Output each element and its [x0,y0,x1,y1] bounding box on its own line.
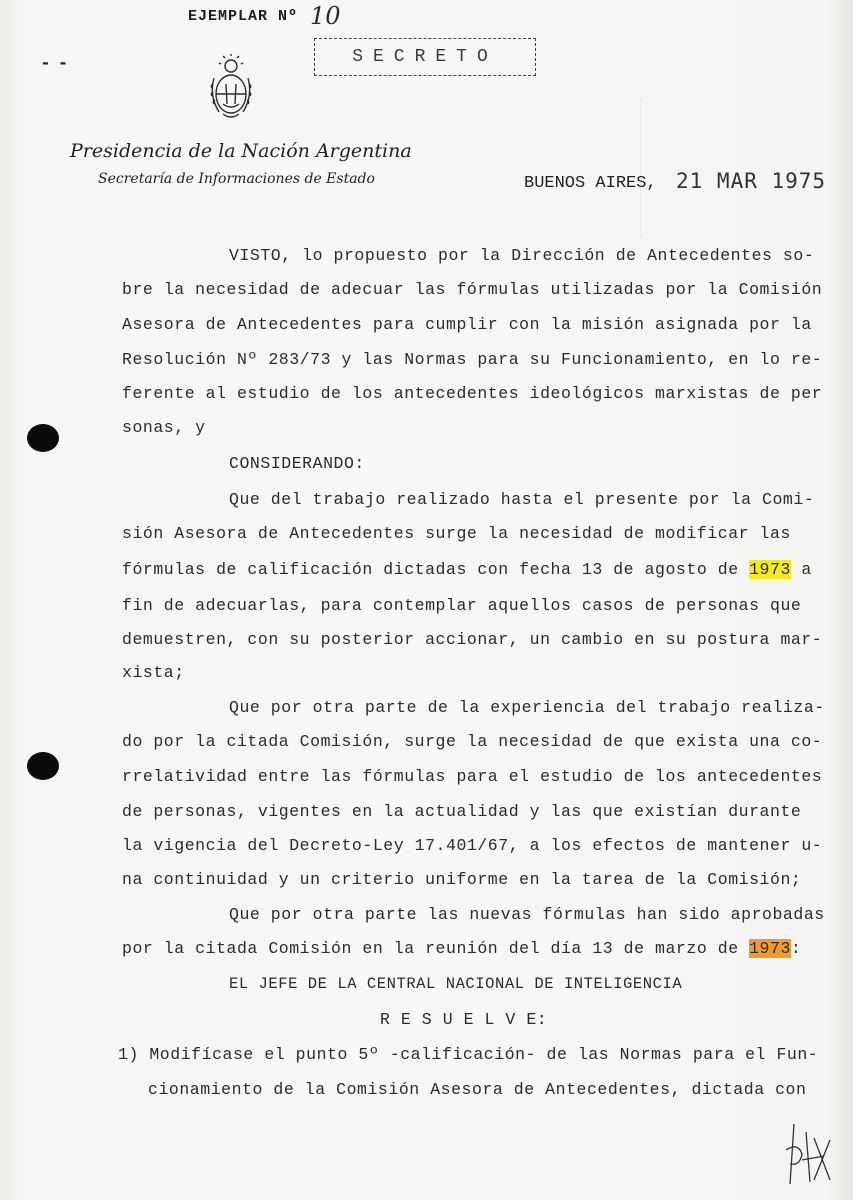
line-text: : [790,939,802,958]
secretariat-title: Secretaría de Informaciones de Estado [98,171,375,187]
ejemplar-number: 10 [310,2,341,30]
body-line: Que por otra parte las nuevas fórmulas han sido aprobadas [229,905,825,924]
body-line: fin de adecuarlas, para contemplar aquellos casos de personas que [122,596,802,615]
dash-mark: - - [40,54,67,74]
highlighted-year: 1973 [749,939,791,958]
body-line: la vigencia del Decreto-Ley 17.401/67, a los efectos de mantener u- [122,836,823,855]
authority-heading: EL JEFE DE LA CENTRAL NACIONAL DE INTELIGENCIA [229,975,683,993]
institution-title: Presidencia de la Nación Argentina [70,140,412,162]
body-line: Que por otra parte de la experiencia del trabajo realiza- [229,698,825,717]
place-text: BUENOS AIRES, [524,174,657,193]
body-line: na continuidad y un criterio uniforme en la tarea de la Comisión; [122,870,802,889]
body-line: xista; [122,663,185,682]
line-text: fórmulas de calificación dictadas con fecha 13 de agosto de [122,560,750,579]
body-line: ferente al estudio de los antecedentes ideológicos marxistas de per [122,384,823,403]
section-heading: CONSIDERANDO: [229,454,365,473]
date-stamp: 21 MAR 1975 [676,169,827,193]
body-line: cionamiento de la Comisión Asesora de Antecedentes, dictada con [148,1080,807,1099]
body-line: do por la citada Comisión, surge la necesidad de que exista una co- [122,732,823,751]
body-line: VISTO, lo propuesto por la Dirección de Antecedentes so- [229,246,815,265]
body-line: Resolución Nº 283/73 y las Normas para su Funcionamiento, en lo re- [122,350,823,369]
body-line: Que del trabajo realizado hasta el presente por la Comi- [229,490,815,509]
body-line: rrelatividad entre las fórmulas para el estudio de los antecedentes [122,767,823,786]
body-line: sonas, y [122,418,206,437]
classification-stamp [314,38,536,76]
body-line: Asesora de Antecedentes para cumplir con la misión asignada por la [122,315,812,334]
national-seal-icon [207,54,255,120]
line-text: a [790,560,812,579]
punch-hole [27,424,59,452]
classification-text: SECRETO [352,47,498,67]
body-line: sión Asesora de Antecedentes surge la necesidad de modificar las [122,524,791,543]
line-text: por la citada Comisión en la reunión del día 13 de marzo de [122,939,750,958]
body-line [122,560,812,579]
ejemplar-label: EJEMPLAR Nº [188,8,299,25]
body-line [122,939,801,958]
punch-hole [27,752,59,780]
resolution-heading: R E S U E L V E: [380,1010,548,1029]
body-line: demuestren, con su posterior accionar, un cambio en su postura mar- [122,630,823,649]
highlighted-year: 1973 [749,560,791,579]
body-line: bre la necesidad de adecuar las fórmulas utilizadas por la Comisión [122,280,823,299]
initials-signature [780,1120,836,1188]
body-line: de personas, vigentes en la actualidad y las que existían durante [122,802,802,821]
bleed-through-mark [640,98,781,238]
body-line: 1) Modifícase el punto 5º -calificación- de las Normas para el Fun- [118,1045,819,1064]
